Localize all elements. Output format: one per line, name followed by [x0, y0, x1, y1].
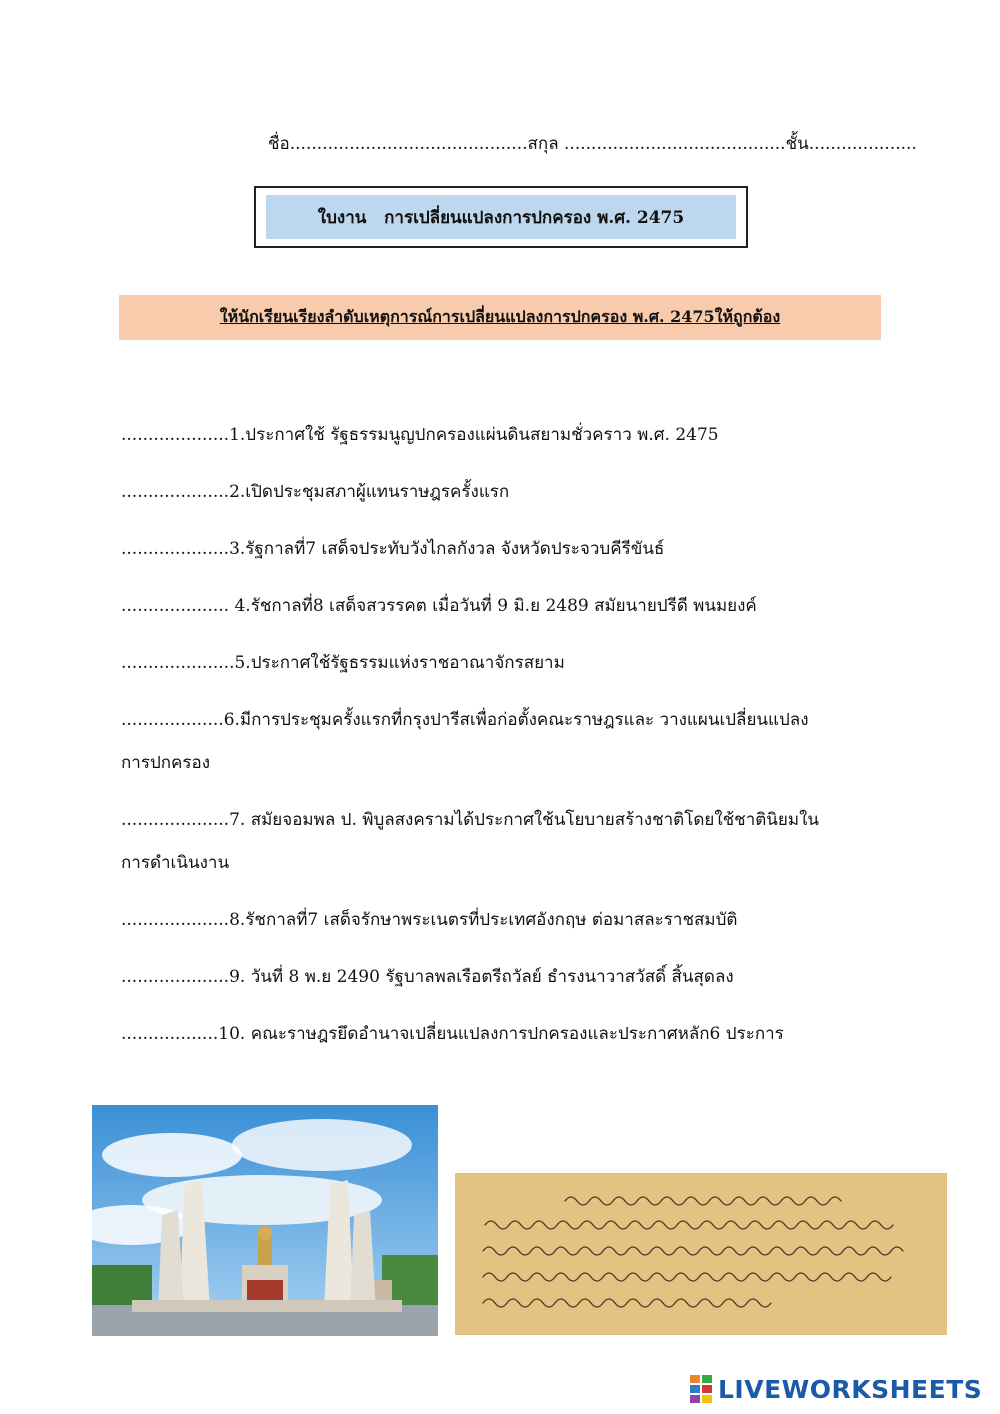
student-info-line [268, 130, 917, 157]
surname-label: สกุล [527, 134, 559, 154]
name-blank[interactable]: ............................................ [289, 134, 528, 154]
class-label: ชั้น [785, 134, 809, 154]
handwritten-document-photo [455, 1173, 947, 1335]
event-text: 8.รัชกาลที่7 เสด็จรักษาพระเนตรที่ประเทศอังกฤษ ต่อมาสละราชสมบัติ [229, 910, 738, 930]
event-text-continued: การดำเนินงาน [121, 853, 230, 873]
liveworksheets-logo-icon [690, 1375, 712, 1403]
order-answer-blank[interactable]: .................... [121, 482, 230, 502]
event-text: 6.มีการประชุมครั้งแรกที่กรุงปารีสเพื่อก่อตั้งคณะราษฎรและ วางแผนเปลี่ยนแปลง [223, 710, 809, 730]
event-text: 3.รัฐกาลที่7 เสด็จประทับวังไกลกังวล จังหวัดประจวบคีรีขันธ์ [229, 539, 665, 559]
order-answer-blank[interactable]: .................... [121, 425, 230, 445]
event-text: 5.ประกาศใช้รัฐธรรมแห่งราชอาณาจักรสยาม [234, 653, 565, 673]
brand-name: LIVEWORKSHEETS [718, 1374, 983, 1404]
order-answer-blank[interactable]: .................... [121, 539, 230, 559]
list-item [121, 585, 891, 628]
name-label: ชื่อ [268, 134, 290, 154]
list-item [121, 699, 891, 785]
event-list [121, 414, 891, 1070]
class-blank[interactable]: .................... [808, 134, 917, 154]
event-text: 2.เปิดประชุมสภาผู้แทนราษฎรครั้งแรก [229, 482, 510, 502]
list-item [121, 956, 891, 999]
event-text: 7. สมัยจอมพล ป. พิบูลสงครามได้ประกาศใช้นโยบายสร้างชาติโดยใช้ชาตินิยมใน [229, 810, 819, 830]
worksheet-title: ใบงาน การเปลี่ยนแปลงการปกครอง พ.ศ. 2475 [266, 195, 736, 239]
order-answer-blank[interactable]: .................... [121, 967, 230, 987]
title-box [254, 186, 748, 248]
instruction-banner: ให้นักเรียนเรียงลำดับเหตุการณ์การเปลี่ยนแปลงการปกครอง พ.ศ. 2475ให้ถูกต้อง [119, 295, 881, 340]
order-answer-blank[interactable]: .................... [121, 810, 230, 830]
list-item [121, 799, 891, 885]
event-text: 10. คณะราษฎรยึดอำนาจเปลี่ยนแปลงการปกครองและประกาศหลัก6 ประการ [218, 1024, 784, 1044]
event-text: 1.ประกาศใช้ รัฐธรรมนูญปกครองแผ่นดินสยามชั่วคราว พ.ศ. 2475 [229, 425, 719, 445]
event-text: 4.รัชกาลที่8 เสด็จสวรรคต เมื่อวันที่ 9 มิ.ย 2489 สมัยนายปรีดี พนมยงค์ [229, 596, 757, 616]
event-text-continued: การปกครอง [121, 753, 211, 773]
order-answer-blank[interactable]: ................... [121, 710, 224, 730]
order-answer-blank[interactable]: .................... [121, 596, 230, 616]
list-item [121, 899, 891, 942]
list-item [121, 1013, 891, 1056]
liveworksheets-brand [690, 1371, 982, 1407]
order-answer-blank[interactable]: ..................... [121, 653, 235, 673]
democracy-monument-photo [92, 1105, 438, 1336]
event-text: 9. วันที่ 8 พ.ย 2490 รัฐบาลพลเรือตรีถวัลย์ ธำรงนาวาสวัสดิ์ สิ้นสุดลง [229, 967, 734, 987]
list-item [121, 642, 891, 685]
order-answer-blank[interactable]: .................... [121, 910, 230, 930]
list-item [121, 471, 891, 514]
list-item [121, 528, 891, 571]
surname-blank[interactable]: ......................................... [564, 134, 786, 154]
list-item [121, 414, 891, 457]
order-answer-blank[interactable]: .................. [121, 1024, 219, 1044]
